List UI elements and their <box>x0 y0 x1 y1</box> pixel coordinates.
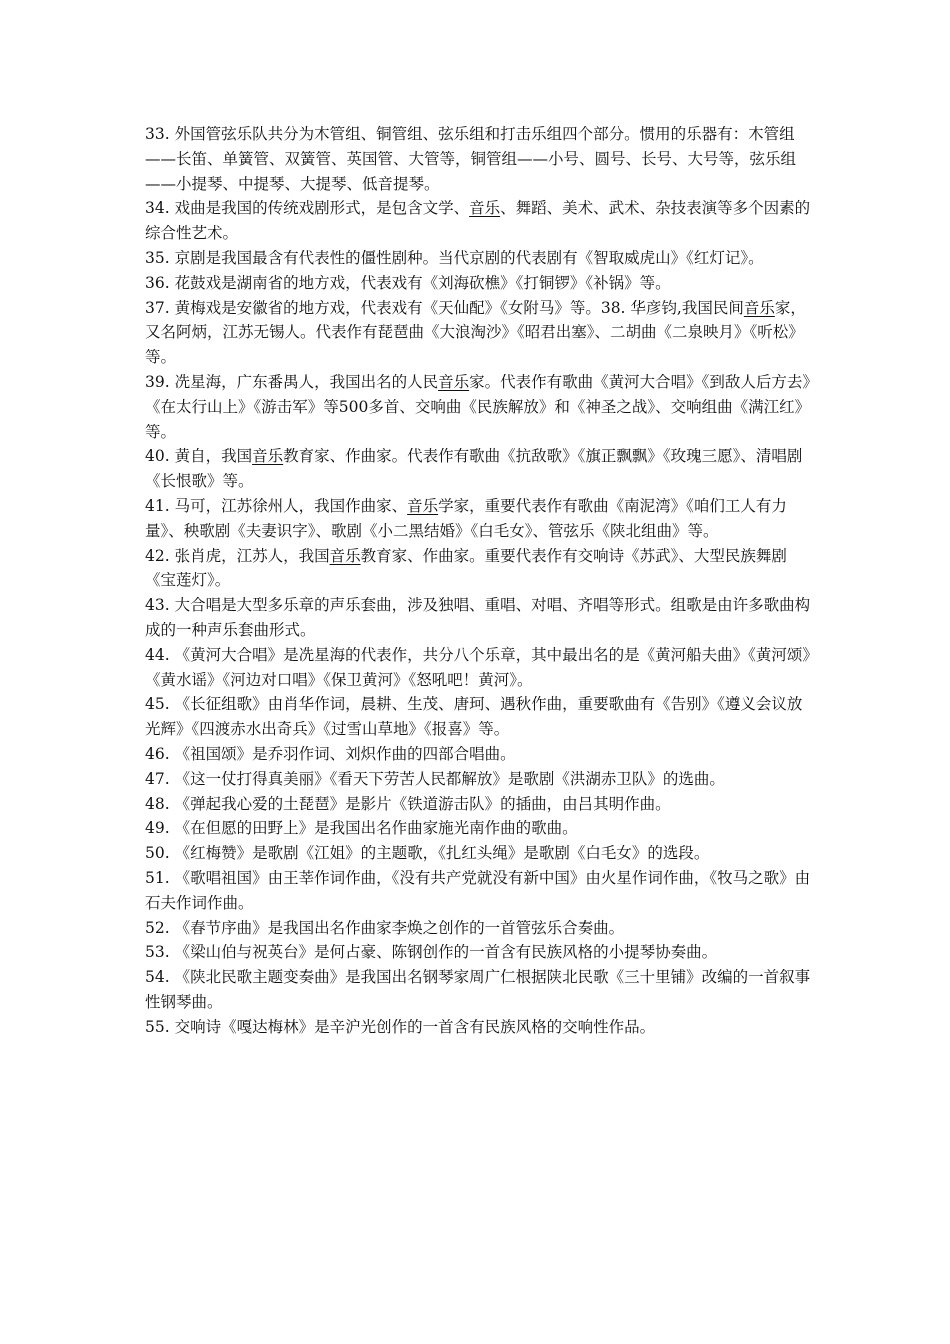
paragraph-52 <box>145 916 815 941</box>
paragraph-40 <box>145 444 815 494</box>
paragraph-46 <box>145 742 815 767</box>
paragraph-text: 42. 张肖虎，江苏人，我国 <box>145 546 330 565</box>
paragraph-51 <box>145 866 815 916</box>
paragraph-text: 44. 《黄河大合唱》是冼星海的代表作，共分八个乐章，其中最出名的是《黄河船夫曲》《黄河颂》《黄水谣》《河边对口唱》《保卫黄河》《怒吼吧！黄河》。 <box>145 645 811 689</box>
paragraph-text: 41. 马可，江苏徐州人，我国作曲家、 <box>145 496 408 515</box>
paragraph-text: 45. 《长征组歌》由肖华作词，晨耕、生茂、唐珂、遇秋作曲，重要歌曲有《告别》《遵义会议放光辉》《四渡赤水出奇兵》《过雪山草地》《报喜》等。 <box>145 695 803 739</box>
paragraph-text: 学家，重要代表作有歌曲《南泥湾》《咱们工人有力量》、秧歌剧《夫妻识字》、歌剧《小二黑结婚》《白毛女》、管弦乐《陕北组曲》等。 <box>145 496 787 540</box>
underlined-term: 音乐 <box>743 298 775 317</box>
paragraph-text: 35. 京剧是我国最含有代表性的僵性剧种。当代京剧的代表剧有《智取威虎山》《红灯记》。 <box>145 248 764 267</box>
paragraph-text: 55. 交响诗《嘎达梅林》是辛沪光创作的一首含有民族风格的交响性作品。 <box>145 1017 656 1036</box>
paragraph-45 <box>145 692 815 742</box>
paragraph-text: 47. 《这一仗打得真美丽》《看天下劳苦人民都解放》是歌剧《洪湖赤卫队》的选曲。 <box>145 769 725 788</box>
paragraph-54 <box>145 965 815 1015</box>
paragraph-33 <box>145 122 815 196</box>
paragraph-44 <box>145 643 815 693</box>
paragraph-41 <box>145 494 815 544</box>
paragraph-43 <box>145 593 815 643</box>
paragraph-text: 49. 《在但愿的田野上》是我国出名作曲家施光南作曲的歌曲。 <box>145 819 578 838</box>
paragraph-42 <box>145 544 815 594</box>
underlined-term: 音乐 <box>438 372 470 391</box>
paragraph-text: 43. 大合唱是大型多乐章的声乐套曲，涉及独唱、重唱、对唱、齐唱等形式。组歌是由许多歌曲构成的一种声乐套曲形式。 <box>145 596 811 639</box>
paragraph-text: 34. 戏曲是我国的传统戏剧形式，是包含文学、 <box>145 199 470 218</box>
paragraph-47 <box>145 767 815 792</box>
paragraph-50 <box>145 841 815 866</box>
paragraph-37-38 <box>145 296 815 370</box>
underlined-term: 音乐 <box>329 546 361 565</box>
paragraph-35 <box>145 246 815 271</box>
paragraph-48 <box>145 792 815 817</box>
paragraph-36 <box>145 271 815 296</box>
underlined-term: 音乐 <box>407 496 439 515</box>
paragraph-text: 、舞蹈、美术、武术、杂技表演等多个因素的综合性艺术。 <box>145 199 811 243</box>
paragraph-39 <box>145 370 815 444</box>
paragraph-text: 39. 冼星海，广东番禺人，我国出名的人民 <box>145 372 439 391</box>
paragraph-text: 53. 《梁山伯与祝英台》是何占豪、陈钢创作的一首含有民族风格的小提琴协奏曲。 <box>145 943 718 962</box>
paragraph-text: 36. 花鼓戏是湖南省的地方戏，代表戏有《刘海砍樵》《打铜锣》《补锅》等。 <box>145 273 671 292</box>
paragraph-text: 54. 《陕北民歌主题变奏曲》是我国出名钢琴家周广仁根据陕北民歌《三十里铺》改编的一首叙事性钢琴曲。 <box>145 968 811 1011</box>
paragraph-53 <box>145 940 815 965</box>
paragraph-34 <box>145 196 815 246</box>
paragraph-text: 33. 外国管弦乐队共分为木管组、铜管组、弦乐组和打击乐组四个部分。惯用的乐器有：木管组——长笛、单簧管、双簧管、英国管、大管等，铜管组——小号、圆号、长号、大号等，弦乐组——小提琴、中提琴、大提琴、低音提琴。 <box>145 125 797 193</box>
paragraph-text: 37. 黄梅戏是安徽省的地方戏，代表戏有《天仙配》《女附马》等。38. 华彦钧,我国民间 <box>145 298 744 317</box>
paragraph-55 <box>145 1015 815 1040</box>
paragraph-text: 52. 《春节序曲》是我国出名作曲家李焕之创作的一首管弦乐合奏曲。 <box>145 918 625 937</box>
paragraph-text: 家，又名阿炳，江苏无锡人。代表作有琵琶曲《大浪淘沙》《昭君出塞》、二胡曲《二泉映月》《听松》等。 <box>145 298 806 367</box>
paragraph-text: 51. 《歌唱祖国》由王莘作词作曲，《没有共产党就没有新中国》由火星作词作曲，《牧马之歌》由石夫作词作曲。 <box>145 868 811 912</box>
underlined-term: 音乐 <box>252 447 284 466</box>
document-page <box>145 122 815 1039</box>
paragraph-text: 46. 《祖国颂》是乔羽作词、刘炽作曲的四部合唱曲。 <box>145 744 516 763</box>
paragraph-text: 48. 《弹起我心爱的土琵琶》是影片《铁道游击队》的插曲，由吕其明作曲。 <box>145 794 671 813</box>
paragraph-text: 40. 黄自，我国 <box>145 447 253 466</box>
paragraph-text: 教育家、作曲家。代表作有歌曲《抗敌歌》《旗正飘飘》《玫瑰三愿》、清唱剧《长恨歌》等。 <box>145 447 803 491</box>
paragraph-text: 家。代表作有歌曲《黄河大合唱》《到敌人后方去》《在太行山上》《游击军》等500多首、交响曲《民族解放》和《神圣之战》、交响组曲《满江红》等。 <box>145 372 811 441</box>
paragraph-text: 教育家、作曲家。重要代表作有交响诗《苏武》、大型民族舞剧《宝莲灯》。 <box>145 546 787 590</box>
paragraph-49 <box>145 816 815 841</box>
paragraph-text: 50. 《红梅赞》是歌剧《江姐》的主题歌，《扎红头绳》是歌剧《白毛女》的选段。 <box>145 844 710 863</box>
underlined-term: 音乐 <box>469 199 501 218</box>
